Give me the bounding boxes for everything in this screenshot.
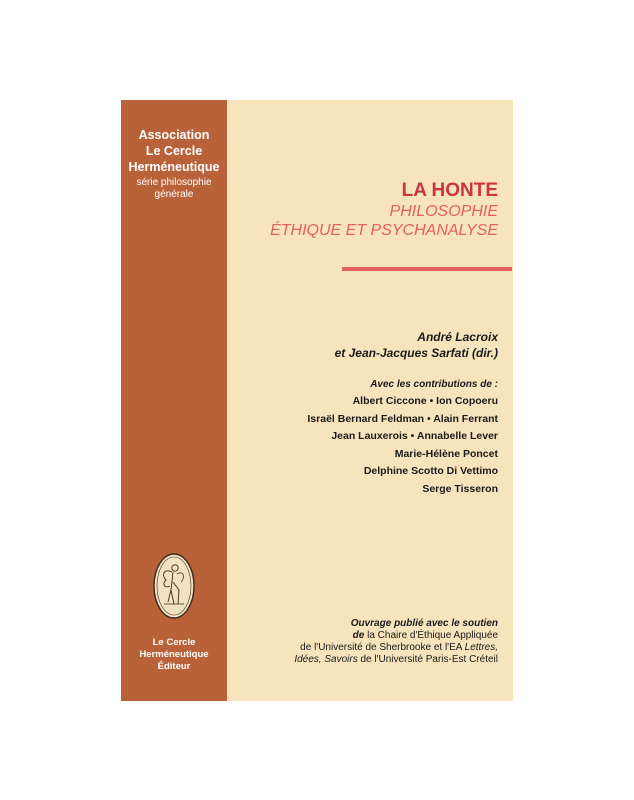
association-block — [121, 127, 227, 201]
book-subtitle-line: ÉTHIQUE ET PSYCHANALYSE — [270, 222, 498, 239]
contributor-line: Jean Lauxerois • Annabelle Lever — [331, 430, 498, 442]
support-fragment: la Chaire d'Éthique Appliquée — [364, 630, 498, 641]
support-line — [294, 654, 498, 666]
book-cover — [121, 100, 513, 701]
series-line: générale — [154, 189, 194, 200]
support-fragment: de l'Université Paris-Est Créteil — [357, 654, 498, 665]
winged-figure-medallion-icon — [152, 552, 196, 620]
publisher-block — [121, 637, 227, 673]
support-line — [294, 642, 498, 654]
association-line: Le Cercle — [145, 144, 203, 158]
contributions-intro: Avec les contributions de : — [370, 379, 498, 390]
association-line: Herméneutique — [128, 160, 220, 174]
contributor-line: Israël Bernard Feldman • Alain Ferrant — [307, 412, 498, 425]
contributor-line: Delphine Scotto Di Vettimo — [363, 465, 498, 477]
support-fragment: Idées, Savoirs — [294, 654, 358, 665]
publisher-line: Herméneutique — [139, 649, 209, 660]
cover-main-panel — [227, 100, 513, 701]
support-fragment: Lettres, — [464, 642, 498, 653]
support-line — [294, 630, 498, 642]
support-fragment: de — [352, 630, 365, 641]
accent-bar — [342, 267, 512, 271]
contributor-line: Serge Tisseron — [422, 482, 498, 495]
support-note — [294, 618, 498, 666]
series-line: série philosophie — [136, 177, 212, 188]
author-line: et Jean-Jacques Sarfati (dir.) — [334, 346, 498, 360]
title-block — [270, 180, 498, 240]
support-line: Ouvrage publié avec le soutien — [350, 618, 498, 629]
contributors-block — [307, 378, 498, 498]
contributor-line: Albert Ciccone • Ion Copoeru — [352, 395, 498, 407]
book-title: LA HONTE — [401, 180, 498, 201]
support-fragment: de l'Université de Sherbrooke et l'EA — [300, 642, 465, 653]
book-subtitle-line: PHILOSOPHIE — [389, 203, 498, 220]
contributor-line: Marie-Hélène Poncet — [394, 447, 498, 460]
cover-sidebar — [121, 100, 227, 701]
publisher-line: Éditeur — [157, 661, 191, 672]
author-line: André Lacroix — [417, 330, 498, 344]
publisher-line: Le Cercle — [152, 637, 196, 648]
authors-block — [335, 329, 498, 361]
association-line: Association — [138, 128, 210, 142]
